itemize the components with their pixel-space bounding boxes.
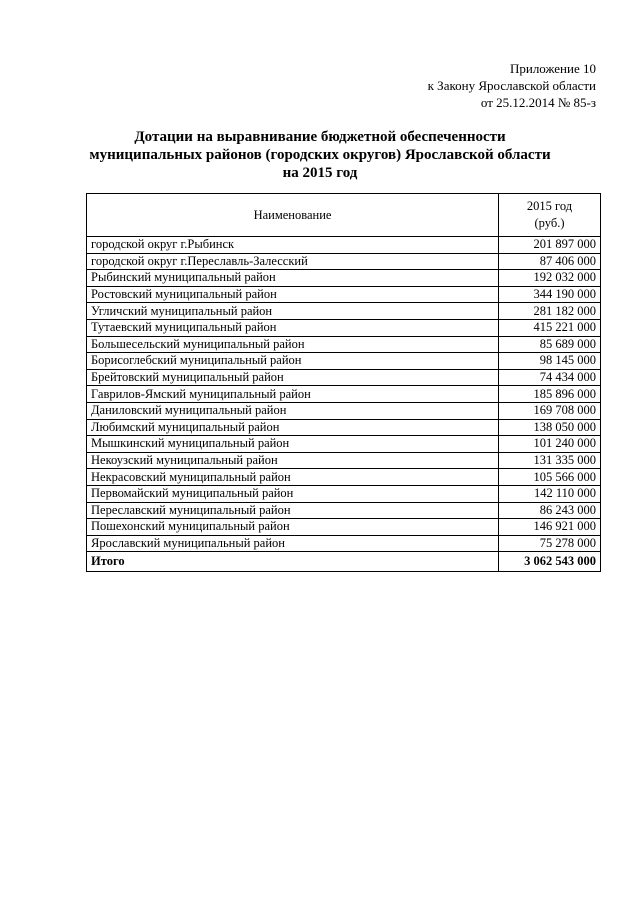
- total-amount: 3 062 543 000: [499, 552, 601, 572]
- row-name: Ярославский муниципальный район: [87, 535, 499, 552]
- row-amount: 142 110 000: [499, 485, 601, 502]
- row-amount: 87 406 000: [499, 253, 601, 270]
- row-amount: 281 182 000: [499, 303, 601, 320]
- row-amount: 185 896 000: [499, 386, 601, 403]
- row-amount: 344 190 000: [499, 286, 601, 303]
- total-label: Итого: [87, 552, 499, 572]
- row-name: Первомайский муниципальный район: [87, 485, 499, 502]
- row-amount: 86 243 000: [499, 502, 601, 519]
- row-name: Гаврилов-Ямский муниципальный район: [87, 386, 499, 403]
- appendix-block: [428, 60, 596, 111]
- table-row: [87, 402, 601, 419]
- row-amount: 98 145 000: [499, 353, 601, 370]
- row-amount: 74 434 000: [499, 369, 601, 386]
- row-amount: 146 921 000: [499, 519, 601, 536]
- table-row: [87, 303, 601, 320]
- table-row: [87, 485, 601, 502]
- row-amount: 75 278 000: [499, 535, 601, 552]
- row-name: Даниловский муниципальный район: [87, 402, 499, 419]
- row-amount: 85 689 000: [499, 336, 601, 353]
- header-unit: (руб.): [534, 216, 565, 230]
- row-name: городской округ г.Переславль-Залесский: [87, 253, 499, 270]
- table-row: [87, 469, 601, 486]
- row-amount: 169 708 000: [499, 402, 601, 419]
- header-year: 2015 год: [526, 199, 573, 213]
- table-header-row: [87, 194, 601, 237]
- table-row: [87, 369, 601, 386]
- subsidies-table: [86, 193, 601, 572]
- row-name: Мышкинский муниципальный район: [87, 436, 499, 453]
- table-row: [87, 286, 601, 303]
- table-row: [87, 253, 601, 270]
- row-name: Угличский муниципальный район: [87, 303, 499, 320]
- row-name: Пошехонский муниципальный район: [87, 519, 499, 536]
- total-row: [87, 552, 601, 572]
- table-row: [87, 436, 601, 453]
- table-row: [87, 519, 601, 536]
- row-amount: 101 240 000: [499, 436, 601, 453]
- row-name: Тутаевский муниципальный район: [87, 319, 499, 336]
- row-amount: 192 032 000: [499, 270, 601, 287]
- row-name: Некрасовский муниципальный район: [87, 469, 499, 486]
- table-row: [87, 419, 601, 436]
- appendix-law-reference: к Закону Ярославской области: [427, 78, 596, 93]
- row-name: Ростовский муниципальный район: [87, 286, 499, 303]
- table-row: [87, 386, 601, 403]
- header-amount: [499, 194, 601, 237]
- row-amount: 105 566 000: [499, 469, 601, 486]
- row-amount: 415 221 000: [499, 319, 601, 336]
- table-row: [87, 502, 601, 519]
- table-row: [87, 270, 601, 287]
- row-amount: 131 335 000: [499, 452, 601, 469]
- row-name: городской округ г.Рыбинск: [87, 237, 499, 254]
- table-row: [87, 452, 601, 469]
- table-row: [87, 319, 601, 336]
- row-amount: 201 897 000: [499, 237, 601, 254]
- title-line-3: на 2015 год: [282, 165, 358, 181]
- row-name: Борисоглебский муниципальный район: [87, 353, 499, 370]
- table-row: [87, 336, 601, 353]
- row-name: Любимский муниципальный район: [87, 419, 499, 436]
- row-name: Большесельский муниципальный район: [87, 336, 499, 353]
- table-row: [87, 237, 601, 254]
- table-row: [87, 535, 601, 552]
- document-title: [0, 128, 640, 182]
- row-name: Некоузский муниципальный район: [87, 452, 499, 469]
- row-name: Переславский муниципальный район: [87, 502, 499, 519]
- header-name: Наименование: [87, 194, 499, 237]
- appendix-law-date: от 25.12.2014 № 85-з: [480, 95, 596, 110]
- appendix-number: Приложение 10: [509, 61, 596, 76]
- row-amount: 138 050 000: [499, 419, 601, 436]
- table-row: [87, 353, 601, 370]
- row-name: Брейтовский муниципальный район: [87, 369, 499, 386]
- title-line-1: Дотации на выравнивание бюджетной обеспеченности: [134, 129, 506, 145]
- title-line-2: муниципальных районов (городских округов) Ярославской области: [89, 147, 551, 163]
- row-name: Рыбинский муниципальный район: [87, 270, 499, 287]
